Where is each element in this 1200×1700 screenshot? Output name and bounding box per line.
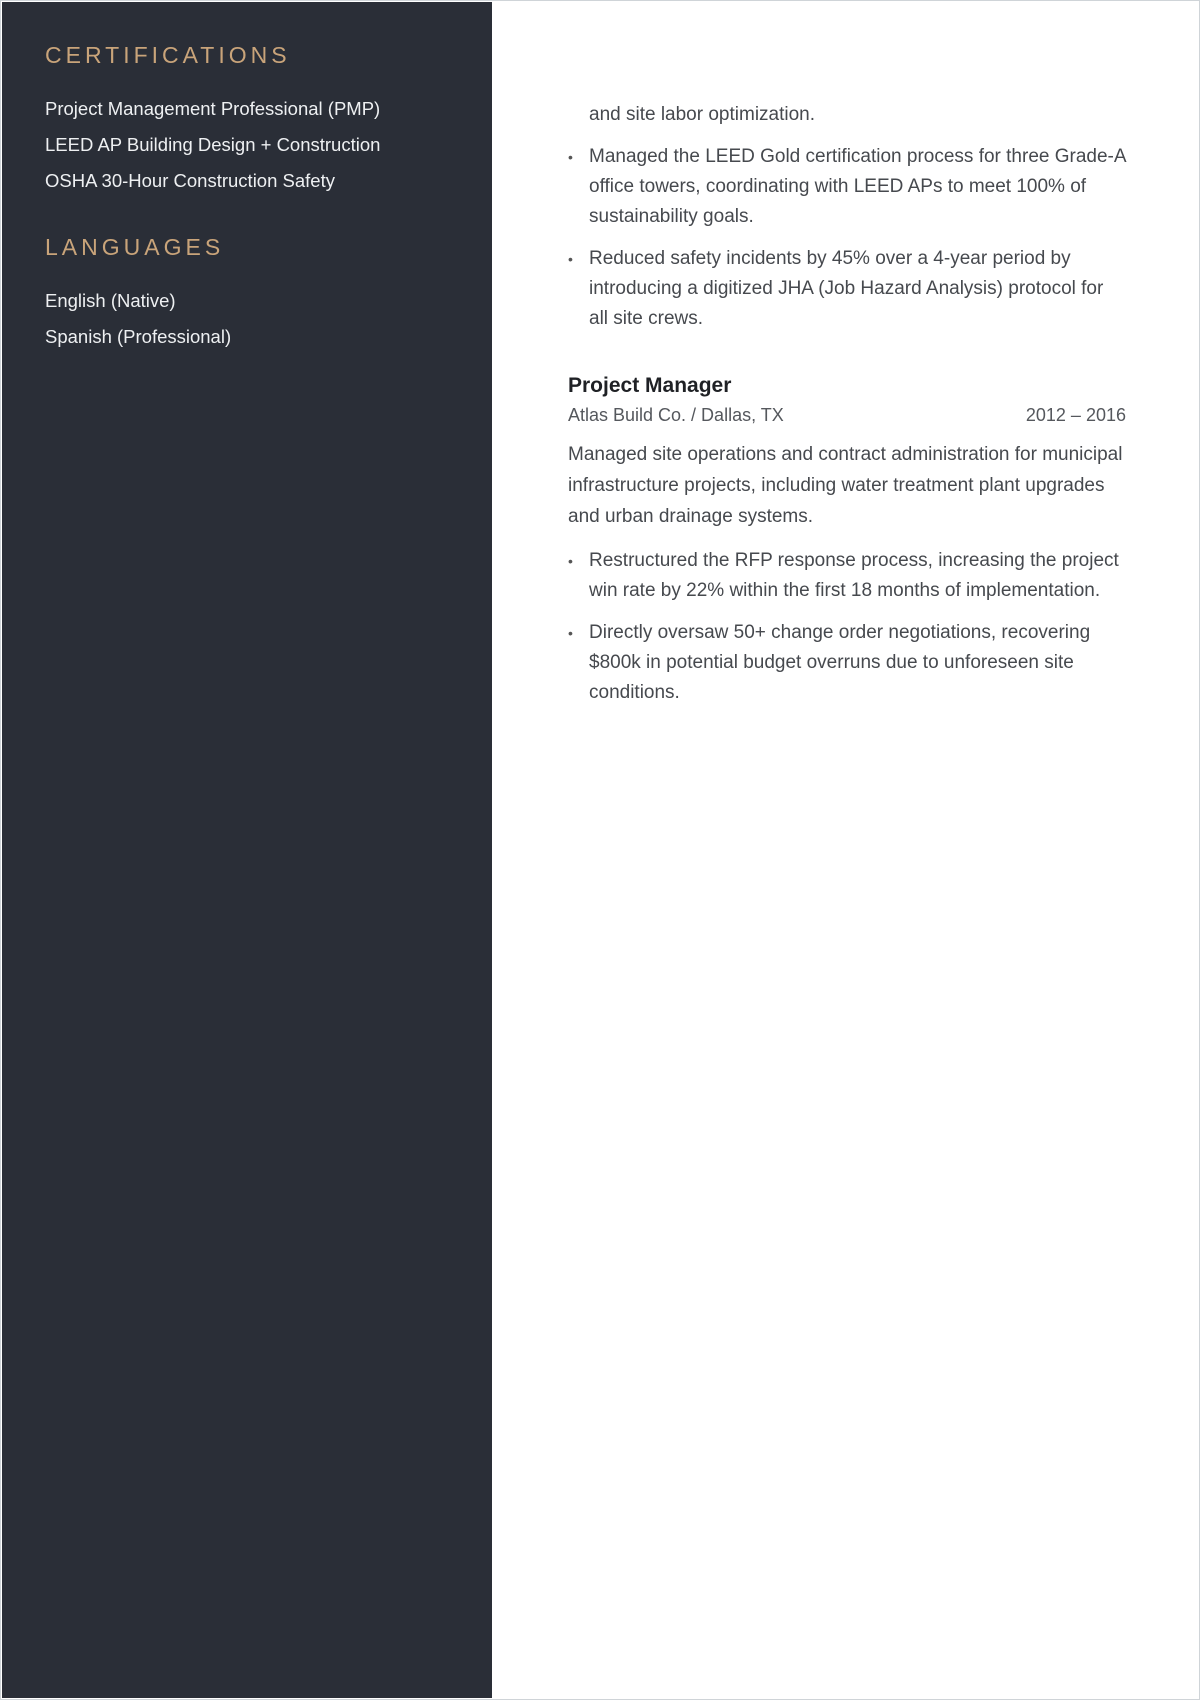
job-dates: 2012 – 2016 [1025, 405, 1126, 425]
languages-heading: LANGUAGES [45, 234, 225, 260]
certifications-list [45, 91, 492, 199]
list-item [568, 546, 1126, 606]
bullet-icon: • [568, 149, 573, 165]
main-content [568, 1, 1126, 1700]
job-bullets [568, 546, 1126, 708]
bullet-text: Restructured the RFP response process, increasing the project win rate by 22% within the first 18 months of implementation. [589, 550, 1119, 601]
job-company: Atlas Build Co. / Dallas, TX [568, 405, 784, 425]
job-title: Project Manager [568, 374, 732, 397]
list-item [568, 618, 1126, 708]
job-entry [568, 371, 1126, 720]
job-description: Managed site operations and contract administration for municipal infrastructure projects, including water treatment plant upgrades and urban drainage systems. [568, 444, 1123, 527]
languages-list [45, 283, 492, 355]
certification-item: LEED AP Building Design + Construction [45, 134, 381, 155]
job-meta [568, 402, 1126, 428]
certification-item: OSHA 30-Hour Construction Safety [45, 170, 335, 191]
bullet-text: Directly oversaw 50+ change order negotiations, recovering $800k in potential budget overruns due to unforeseen site conditions. [589, 622, 1091, 703]
certifications-heading: CERTIFICATIONS [45, 42, 291, 68]
sidebar [2, 2, 492, 1698]
previous-job-bullets [568, 142, 1126, 346]
continued-bullet-text: and site labor optimization. [589, 104, 816, 125]
bullet-text: Managed the LEED Gold certification process for three Grade-A office towers, coordinating with LEED APs to meet 100% of sustainability goals. [589, 146, 1126, 227]
list-item [568, 142, 1126, 232]
bullet-icon: • [568, 553, 573, 569]
list-item [568, 244, 1126, 334]
language-item: Spanish (Professional) [45, 326, 232, 347]
bullet-icon: • [568, 625, 573, 641]
bullet-icon: • [568, 251, 573, 267]
language-item: English (Native) [45, 290, 176, 311]
bullet-text: Reduced safety incidents by 45% over a 4-year period by introducing a digitized JHA (Job Hazard Analysis) protocol for all site crews. [589, 248, 1104, 329]
certification-item: Project Management Professional (PMP) [45, 98, 381, 119]
